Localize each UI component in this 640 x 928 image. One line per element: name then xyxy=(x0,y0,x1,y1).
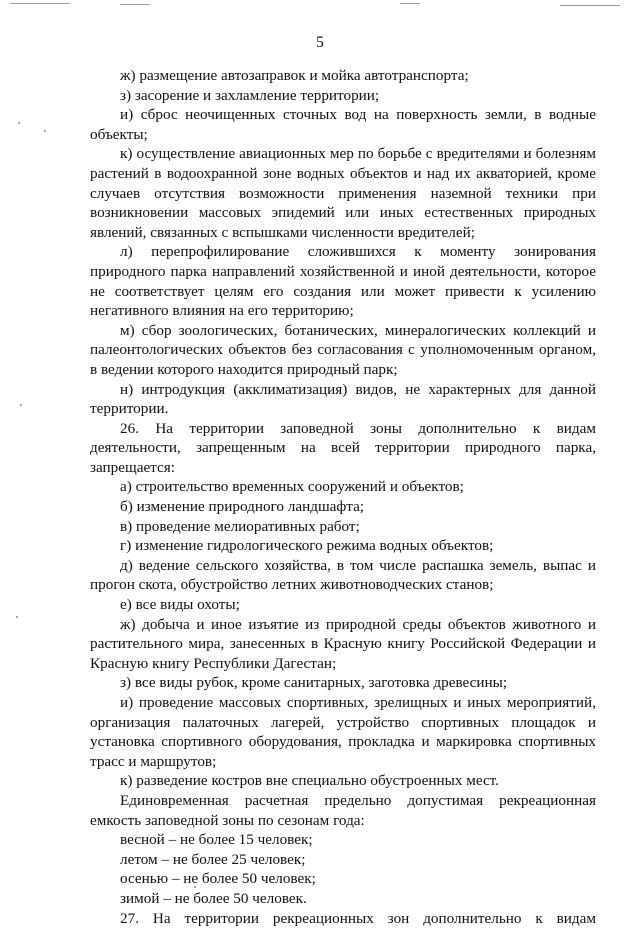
text-line: к) осуществление авиационных мер по борьбе с вредителями и болезням xyxy=(120,145,596,163)
text-line: ж) добыча и иное изъятие из природной среды объектов животного и xyxy=(120,615,596,633)
text-line: палеонтологических объектов без согласования с уполномоченным органом, xyxy=(90,341,596,359)
text-line: и) сброс неочищенных сточных вод на поверхность земли, в водные xyxy=(120,106,596,124)
text-line: организация палаточных лагерей, устройство спортивных площадок и xyxy=(90,713,596,731)
document-body xyxy=(90,66,596,928)
scan-speck xyxy=(16,616,18,618)
text-line: м) сбор зоологических, ботанических, минералогических коллекций и xyxy=(120,321,596,339)
text-line: з) все виды рубок, кроме санитарных, заготовка древесины; xyxy=(120,674,508,692)
text-line: 27. На территории рекреационных зон дополнительно к видам xyxy=(120,909,596,927)
text-line: г) изменение гидрологического режима водных объектов; xyxy=(120,537,494,555)
text-line: не соответствует целям его создания или может привести к усилению xyxy=(90,282,596,300)
text-line: осенью – не более 50 человек; xyxy=(120,870,316,888)
text-line: летом – не более 25 человек; xyxy=(120,850,306,868)
text-line: растительного мира, занесенных в Красную книгу Российской Федерации и xyxy=(90,635,596,653)
text-line: Красную книгу Республики Дагестан; xyxy=(90,654,337,672)
text-line: л) перепрофилирование сложившихся к моменту зонирования xyxy=(120,243,596,261)
scan-artifact xyxy=(120,4,150,5)
text-line: в ведении которого находится природный парк; xyxy=(90,360,398,378)
text-line: установка спортивного оборудования, прокладка и маркировка спортивных xyxy=(90,733,596,751)
scan-artifact xyxy=(400,3,420,4)
text-line: н) интродукция (акклиматизация) видов, не характерных для данной xyxy=(120,380,596,398)
scan-speck xyxy=(44,130,46,132)
text-line: прогон скота, обустройство летних животноводческих станов; xyxy=(90,576,494,594)
text-line: возникновении массовых эпидемий или иных естественных природных xyxy=(90,204,596,222)
text-line: территории. xyxy=(90,400,169,418)
text-line: случаев отсутствия возможности применения наземной техники при xyxy=(90,184,596,202)
text-line: явлений, связанных с вспышками численности вредителей; xyxy=(90,223,475,241)
text-line: объекты; xyxy=(90,125,148,143)
page-number: 5 xyxy=(316,34,324,51)
text-line: зимой – не более 50 человек. xyxy=(120,889,307,907)
text-line: ж) размещение автозаправок и мойка автотранспорта; xyxy=(120,67,469,84)
text-line: природного парка направлений хозяйственной и иной деятельности, которое xyxy=(90,262,596,280)
scan-artifact xyxy=(560,5,620,6)
text-line: деятельности, запрещенным на всей территории природного парка, xyxy=(90,439,596,457)
text-line: и) проведение массовых спортивных, зрелищных и иных мероприятий, xyxy=(120,694,596,711)
scan-speck xyxy=(20,404,22,406)
text-line: Единовременная расчетная предельно допустимая рекреационная xyxy=(120,791,596,809)
text-line: трасс и маршрутов; xyxy=(90,752,217,770)
text-line: растений в водоохранной зоне водных объектов и над их акваторией, кроме xyxy=(90,164,596,182)
text-line: з) засорение и захламление территории; xyxy=(120,86,380,104)
text-line: весной – не более 15 человек; xyxy=(120,831,313,849)
text-line: в) проведение мелиоративных работ; xyxy=(120,517,360,535)
text-line: 26. На территории заповедной зоны дополнительно к видам xyxy=(120,419,596,437)
text-line: к) разведение костров вне специально обустроенных мест. xyxy=(120,772,499,790)
text-line: д) ведение сельского хозяйства, в том числе распашка земель, выпас и xyxy=(120,556,596,574)
scan-top-edge xyxy=(0,0,640,10)
scan-speck xyxy=(18,122,20,124)
text-line: негативного влияния на его территорию; xyxy=(90,302,354,320)
scan-artifact xyxy=(10,3,70,4)
text-line: емкость заповедной зоны по сезонам года: xyxy=(90,811,365,829)
text-line: запрещается: xyxy=(90,458,175,476)
text-line: б) изменение природного ландшафта; xyxy=(120,498,365,516)
text-line: а) строительство временных сооружений и объектов; xyxy=(120,478,464,496)
text-line: е) все виды охоты; xyxy=(120,596,240,614)
